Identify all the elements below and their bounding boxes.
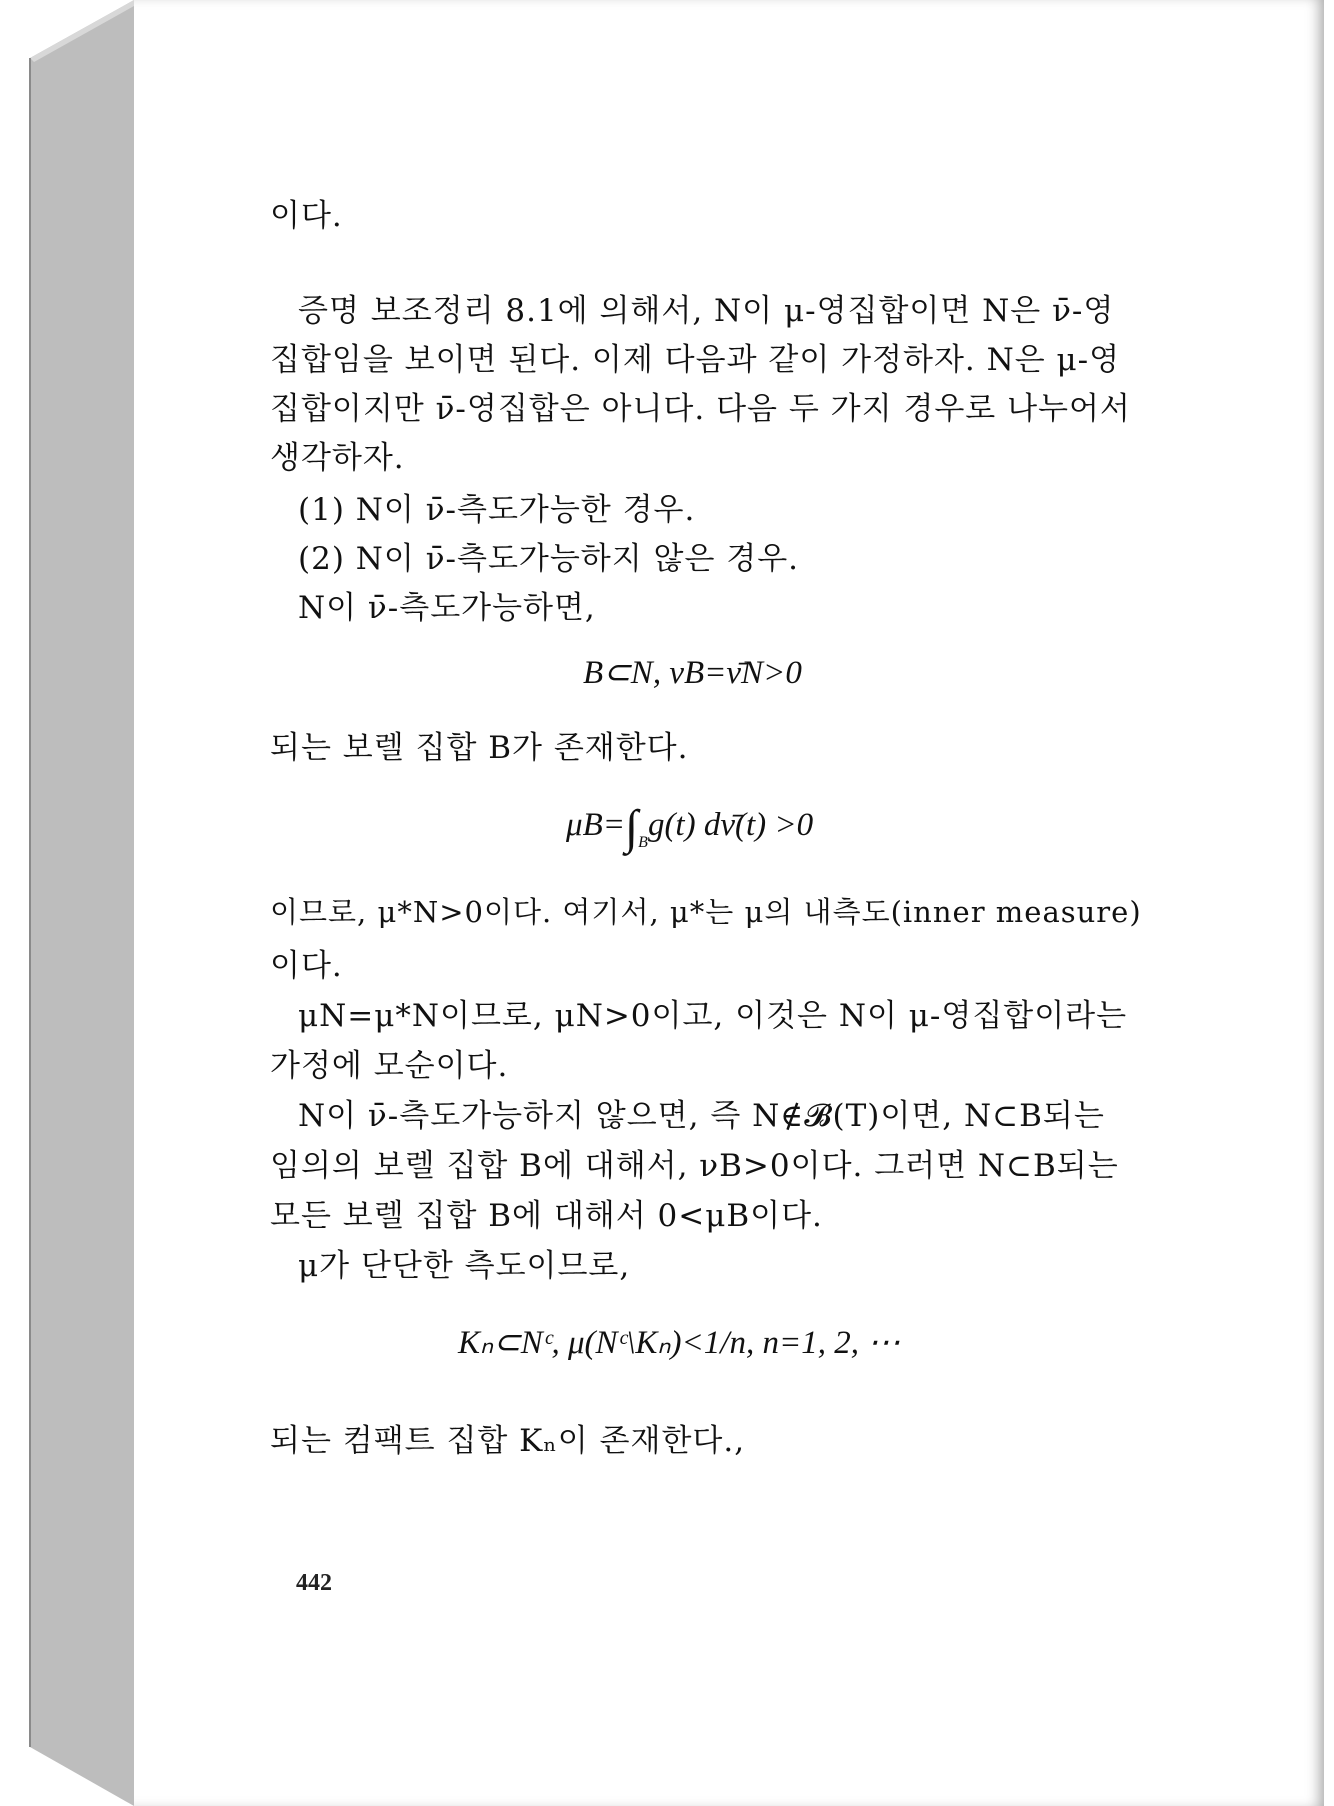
text-line-17: μ가 단단한 측도이므로, bbox=[298, 1248, 631, 1284]
text-line-7: (2) N이 ν̄-측도가능하지 않은 경우. bbox=[298, 541, 800, 577]
text-line-2: 증명 보조정리 8.1에 의해서, N이 μ-영집합이면 N은 ν̄-영 bbox=[298, 293, 1115, 329]
text-line-5: 생각하자. bbox=[270, 440, 405, 476]
integral-subscript: B bbox=[638, 834, 648, 851]
text-line-18: 되는 컴팩트 집합 Kₙ이 존재한다., bbox=[270, 1423, 746, 1459]
equation-3: Kₙ⊂Nᶜ, μ(Nᶜ\Kₙ)<1/n, n=1, 2, ⋯ bbox=[458, 1325, 901, 1361]
integral-symbol: ∫ bbox=[625, 801, 639, 854]
page-number: 442 bbox=[296, 1570, 332, 1596]
text-line-6: (1) N이 ν̄-측도가능한 경우. bbox=[298, 492, 696, 528]
text-line-3: 집합임을 보이면 된다. 이제 다음과 같이 가정하자. N은 μ-영 bbox=[270, 342, 1121, 378]
text-line-8: N이 ν̄-측도가능하면, bbox=[298, 590, 596, 626]
equation-2-right: g(t) dν̄(t) >0 bbox=[647, 807, 814, 843]
equation-2-left: μB= bbox=[566, 807, 625, 843]
text-line-14: N이 ν̄-측도가능하지 않으면, 즉 N∉𝓑(T)이면, N⊂B되는 bbox=[298, 1098, 1105, 1134]
equation-1: B⊂N, νB=ν̄N>0 bbox=[583, 655, 802, 691]
text-line-1: 이다. bbox=[270, 198, 343, 234]
text-line-15: 임의의 보렐 집합 B에 대해서, νB>0이다. 그러면 N⊂B되는 bbox=[270, 1148, 1119, 1184]
book-spine-graphic bbox=[0, 0, 140, 1806]
equation-2 bbox=[566, 800, 813, 855]
text-line-10: 이므로, μ*N>0이다. 여기서, μ*는 μ의 내측도(inner measure) bbox=[270, 895, 1142, 929]
text-line-13: 가정에 모순이다. bbox=[270, 1048, 509, 1084]
text-line-11: 이다. bbox=[270, 948, 343, 984]
text-line-12: μN=μ*N이므로, μN>0이고, 이것은 N이 μ-영집합이라는 bbox=[298, 998, 1128, 1034]
text-line-4: 집합이지만 ν̄-영집합은 아니다. 다음 두 가지 경우로 나누어서 bbox=[270, 391, 1131, 427]
text-line-16: 모든 보렐 집합 B에 대해서 0<μB이다. bbox=[270, 1198, 823, 1234]
text-line-9: 되는 보렐 집합 B가 존재한다. bbox=[270, 730, 689, 766]
